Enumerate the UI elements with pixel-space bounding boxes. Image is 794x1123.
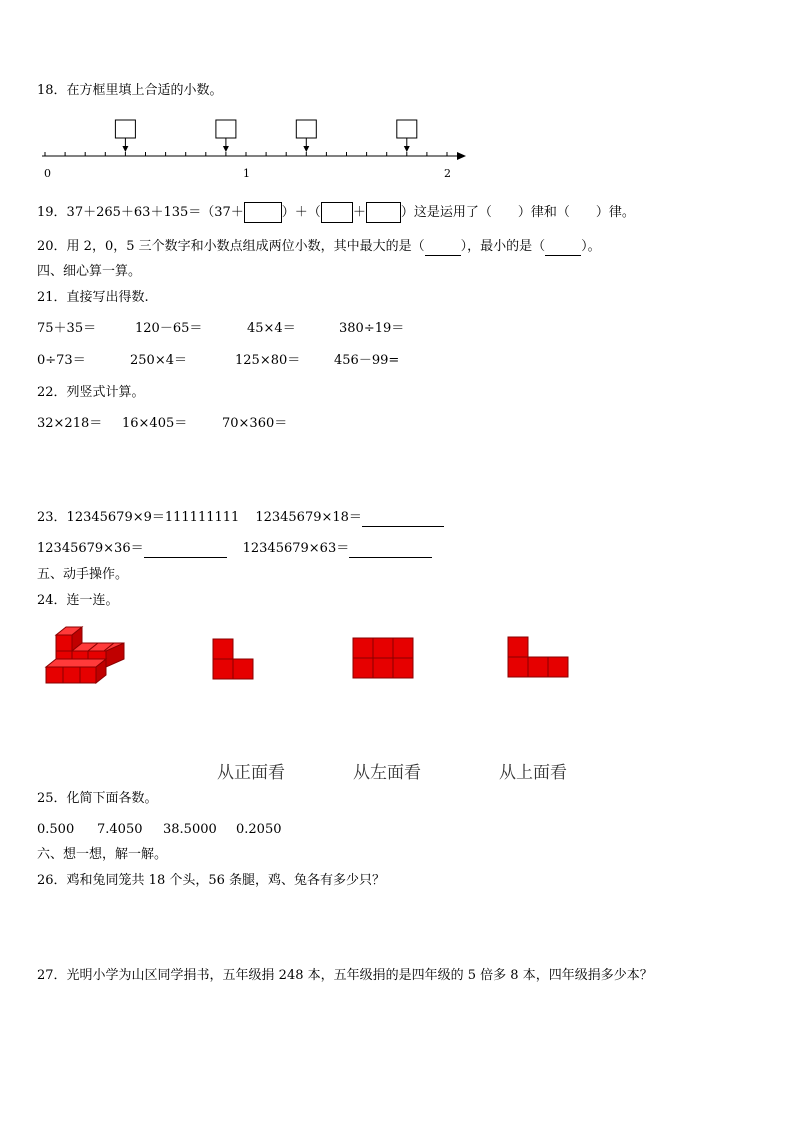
answer-blank[interactable] (425, 255, 461, 256)
q19-part3: ＋ (352, 205, 366, 220)
number-line (0, 0, 794, 190)
q23-part3: 12345679×36＝ (37, 541, 144, 556)
number-line-label-1: 1 (243, 167, 250, 180)
number-line-label-2: 2 (444, 167, 451, 180)
answer-box[interactable] (216, 120, 236, 138)
calc-item: 125×80＝ (235, 353, 301, 368)
view-label-top[interactable]: 从上面看 (499, 763, 567, 783)
arrow-right-icon (457, 152, 466, 160)
number-item: 0.2050 (236, 822, 282, 837)
number-item: 0.500 (37, 822, 75, 837)
number-line-label-0: 0 (44, 167, 51, 180)
number-item: 7.4050 (97, 822, 143, 837)
q26-text: 26．鸡和兔同笼共 18 个头，56 条腿，鸡、兔各有多少只？ (37, 873, 386, 888)
q20-part1: 20．用 2，0，5 三个数字和小数点组成两位小数，其中最大的是（ (37, 239, 425, 254)
calc-item: 70×360＝ (222, 416, 288, 431)
answer-blank[interactable] (362, 526, 444, 527)
q19-part2: ）＋（ (281, 205, 321, 220)
section-6-heading: 六、想一想，解一解。 (37, 847, 168, 862)
view-label-left[interactable]: 从左面看 (353, 763, 421, 783)
answer-blank[interactable] (144, 557, 227, 558)
arrow-down-icon (122, 146, 128, 152)
q23-line1 (37, 509, 444, 527)
view-shape-long-l[interactable] (507, 636, 569, 678)
q18-text: 18．在方框里填上合适的小数。 (37, 83, 223, 98)
calc-item: 456－99= (334, 353, 400, 368)
section-4-heading: 四、细心算一算。 (37, 264, 142, 279)
q25-title: 25．化简下面各数。 (37, 791, 158, 806)
calc-item: 380÷19＝ (339, 321, 405, 336)
q23-line2 (37, 540, 432, 558)
q19-part4: ）这是运用了（ (400, 205, 492, 220)
q23-part4: 12345679×63＝ (242, 541, 350, 556)
view-shape-rect[interactable] (352, 637, 414, 679)
q19-part6: ）律。 (595, 205, 635, 220)
answer-box[interactable] (296, 120, 316, 138)
q23-part1: 23．12345679×9＝111111111 (37, 510, 240, 525)
answer-box[interactable] (115, 120, 135, 138)
number-item: 38.5000 (163, 822, 217, 837)
arrow-down-icon (303, 146, 309, 152)
q19-line (37, 202, 635, 223)
q27-text: 27．光明小学为山区同学捐书，五年级捐 248 本，五年级捐的是四年级的 5 倍多 8 本，四年级捐多少本？ (37, 968, 653, 983)
arrow-down-icon (223, 146, 229, 152)
arrow-down-icon (404, 146, 410, 152)
answer-blank[interactable] (545, 255, 581, 256)
q19-part1: 19．37＋265＋63＋135＝（37＋ (37, 205, 244, 220)
calc-item: 75＋35＝ (37, 321, 97, 336)
cube-stack-3d[interactable] (46, 627, 126, 687)
q20-part3: ）。 (581, 239, 601, 254)
answer-box[interactable] (321, 202, 353, 223)
calc-item: 16×405＝ (122, 416, 188, 431)
q24-title: 24．连一连。 (37, 593, 119, 608)
calc-item: 0÷73＝ (37, 353, 86, 368)
view-label-front[interactable]: 从正面看 (217, 763, 285, 783)
calc-item: 250×4＝ (130, 353, 187, 368)
answer-box[interactable] (397, 120, 417, 138)
q22-title: 22．列竖式计算。 (37, 385, 145, 400)
answer-blank[interactable] (349, 557, 432, 558)
answer-box[interactable] (244, 202, 282, 223)
q19-part5: ）律和（ (517, 205, 570, 220)
calc-item: 120－65＝ (135, 321, 203, 336)
view-shape-l[interactable] (212, 638, 256, 680)
q23-part2: 12345679×18＝ (255, 510, 362, 525)
q21-title: 21．直接写出得数. (37, 290, 149, 305)
calc-item: 45×4＝ (247, 321, 296, 336)
q20-part2: ），最小的是（ (460, 239, 546, 254)
q20-line (37, 238, 601, 256)
section-5-heading: 五、动手操作。 (37, 567, 129, 582)
calc-item: 32×218＝ (37, 416, 103, 431)
answer-box[interactable] (366, 202, 401, 223)
